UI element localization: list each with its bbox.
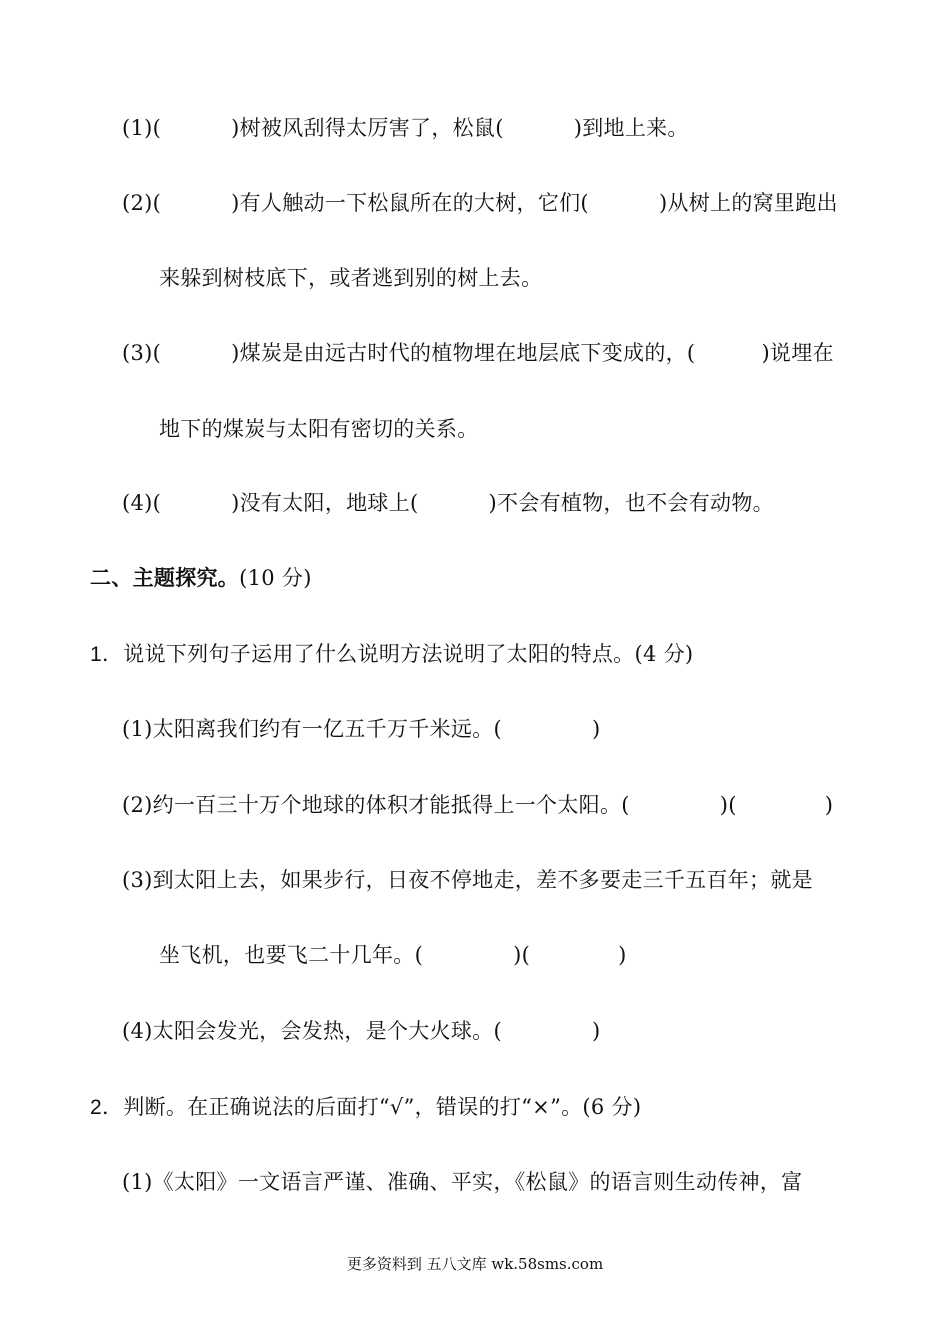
question-1-item-3-continued: 坐飞机，也要飞二十几年。( )( ) xyxy=(159,943,627,967)
fill-item-3-continued: 地下的煤炭与太阳有密切的关系。 xyxy=(159,417,479,441)
question-2-item-1: (1)《太阳》一文语言严谨、准确、平实，《松鼠》的语言则生动传神，富 xyxy=(122,1170,803,1194)
fill-item-4: (4)( )没有太阳，地球上( )不会有植物，也不会有动物。 xyxy=(122,491,774,515)
question-1-item-4: (4)太阳会发光，会发热，是个大火球。( ) xyxy=(122,1019,601,1043)
page-footer: 更多资料到 五八文库 wk.58sms.com xyxy=(346,1255,604,1273)
question-1-item-1: (1)太阳离我们约有一亿五千万千米远。( ) xyxy=(122,717,601,741)
section-title: 二、主题探究。(10 分) xyxy=(90,565,312,590)
fill-item-2: (2)( )有人触动一下松鼠所在的大树，它们( )从树上的窝里跑出 xyxy=(122,191,838,215)
question-1-item-3: (3)到太阳上去，如果步行，日夜不停地走，差不多要走三千五百年；就是 xyxy=(122,868,813,892)
fill-item-3: (3)( )煤炭是由远古时代的植物埋在地层底下变成的，( )说埋在 xyxy=(122,341,834,365)
fill-item-2-continued: 来躲到树枝底下，或者逃到别的树上去。 xyxy=(159,266,543,290)
question-2: 2．判断。在正确说法的后面打“√”，错误的打“×”。(6 分) xyxy=(90,1095,642,1119)
question-1-item-2: (2)约一百三十万个地球的体积才能抵得上一个太阳。( )( ) xyxy=(122,793,834,817)
fill-item-1: (1)( )树被风刮得太厉害了，松鼠( )到地上来。 xyxy=(122,116,689,140)
question-1: 1．说说下列句子运用了什么说明方法说明了太阳的特点。(4 分) xyxy=(90,642,694,666)
